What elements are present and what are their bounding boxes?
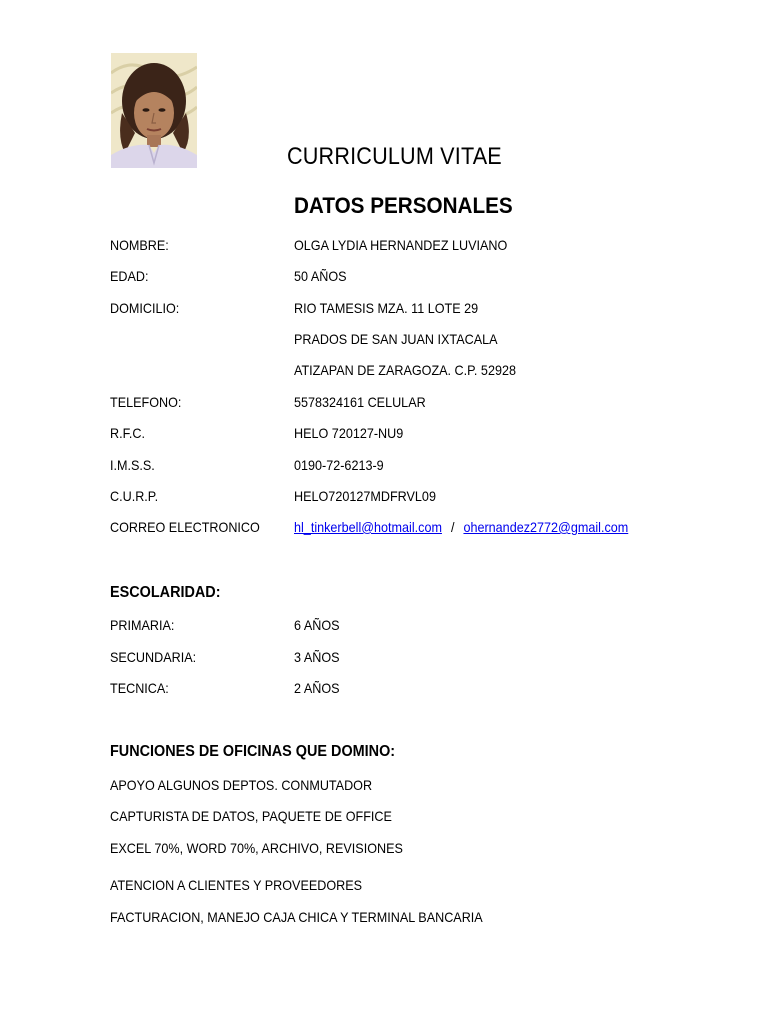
- field-value: 50 AÑOS: [294, 268, 347, 284]
- email-link-hotmail[interactable]: hl_tinkerbell@hotmail.com: [294, 519, 442, 535]
- field-label: TELEFONO:: [110, 394, 182, 410]
- edu-value: 6 AÑOS: [294, 617, 340, 633]
- function-item: FACTURACION, MANEJO CAJA CHICA Y TERMINAL BANCARIA: [110, 909, 483, 925]
- field-label: I.M.S.S.: [110, 457, 155, 473]
- field-value: 0190-72-6213-9: [294, 457, 384, 473]
- field-value: 5578324161 CELULAR: [294, 394, 426, 410]
- edu-label: TECNICA:: [110, 680, 169, 696]
- field-value: ATIZAPAN DE ZARAGOZA. C.P. 52928: [294, 362, 516, 378]
- email-separator: /: [450, 519, 455, 535]
- edu-label: PRIMARIA:: [110, 617, 175, 633]
- field-label: EDAD:: [110, 268, 149, 284]
- field-label: NOMBRE:: [110, 237, 169, 253]
- edu-value: 2 AÑOS: [294, 680, 340, 696]
- field-value-emails: [294, 519, 628, 535]
- edu-label: SECUNDARIA:: [110, 649, 197, 665]
- section-title-datos-personales: DATOS PERSONALES: [294, 193, 513, 218]
- function-item: EXCEL 70%, WORD 70%, ARCHIVO, REVISIONES: [110, 840, 403, 856]
- field-value: RIO TAMESIS MZA. 11 LOTE 29: [294, 300, 479, 316]
- field-value: HELO 720127-NU9: [294, 425, 404, 441]
- function-item: ATENCION A CLIENTES Y PROVEEDORES: [110, 877, 363, 893]
- field-label: CORREO ELECTRONICO: [110, 519, 260, 535]
- email-link-gmail[interactable]: ohernandez2772@gmail.com: [463, 519, 629, 535]
- heading-escolaridad: ESCOLARIDAD:: [110, 584, 221, 601]
- profile-photo-image: [111, 53, 197, 168]
- field-value: PRADOS DE SAN JUAN IXTACALA: [294, 331, 498, 347]
- field-label: R.F.C.: [110, 425, 146, 441]
- edu-value: 3 AÑOS: [294, 649, 340, 665]
- field-label: C.U.R.P.: [110, 488, 159, 504]
- field-label: DOMICILIO:: [110, 300, 180, 316]
- cv-title: CURRICULUM VITAE: [287, 143, 502, 170]
- field-value: HELO720127MDFRVL09: [294, 488, 436, 504]
- function-item: CAPTURISTA DE DATOS, PAQUETE DE OFFICE: [110, 808, 392, 824]
- function-item: APOYO ALGUNOS DEPTOS. CONMUTADOR: [110, 777, 373, 793]
- profile-photo: [111, 53, 197, 168]
- heading-funciones: FUNCIONES DE OFICINAS QUE DOMINO:: [110, 743, 396, 760]
- field-value: OLGA LYDIA HERNANDEZ LUVIANO: [294, 237, 508, 253]
